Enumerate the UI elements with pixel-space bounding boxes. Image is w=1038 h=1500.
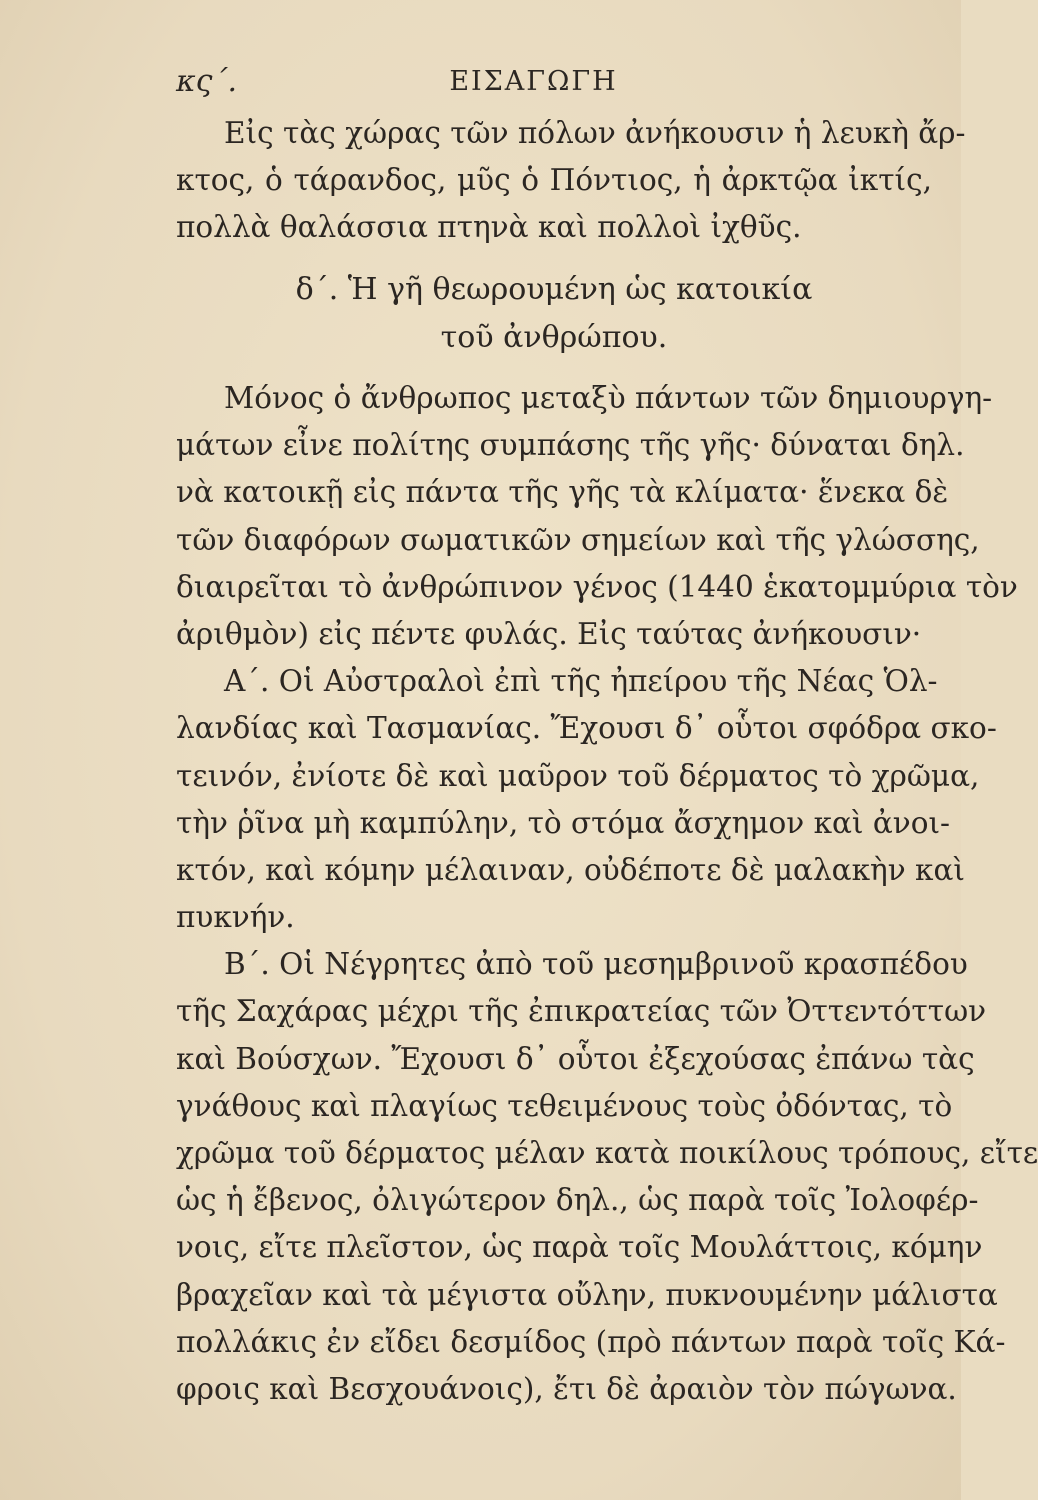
text-line: λανδίας καὶ Τασμανίας. Ἔχουσι δ᾽ οὗτοι σφόδρα σκο- [176,711,997,746]
paragraph-human-races [176,375,1018,658]
text-line: Α΄. Οἱ Αὐστραλοὶ ἐπὶ τῆς ἠπείρου τῆς Νέας Ὁλ- [224,664,938,699]
text-line: πυκνήν. [176,900,295,935]
text-line: ὡς ἡ ἔβενος, ὀλιγώτερον δηλ., ὡς παρὰ τοῖς Ἰολοφέρ- [176,1183,979,1218]
text-line: τὴν ῥῖνα μὴ καμπύλην, τὸ στόμα ἄσχημον καὶ ἀνοι- [176,805,951,840]
paragraph-polar-fauna [176,110,966,252]
text-line: κτόν, καὶ κόμην μέλαιναν, οὐδέποτε δὲ μαλακὴν καὶ [176,852,965,887]
text-line: Β΄. Οἱ Νέγρητες ἀπὸ τοῦ μεσημβρινοῦ κρασπέδου [224,947,968,982]
text-line: πολλάκις ἐν εἴδει δεσμίδος (πρὸ πάντων παρὰ τοῖς Κά- [176,1324,1006,1359]
running-head: ΕΙΣΑΓΩΓΗ [449,66,618,97]
paragraph-australians [176,658,997,941]
text-line: γνάθους καὶ πλαγίως τεθειμένους τοὺς ὀδόντας, τὸ [176,1088,953,1123]
text-line: διαιρεῖται τὸ ἀνθρώπινον γένος (1440 ἑκατομμύρια τὸν [176,569,1018,604]
page-number: κς΄. [176,64,238,99]
text-line: Μόνος ὁ ἄνθρωπος μεταξὺ πάντων τῶν δημιουργη- [224,381,993,415]
section-heading-continued: τοῦ ἀνθρώπου. [440,320,668,355]
text-line: κτος, ὁ τάρανδος, μῦς ὁ Πόντιος, ἡ ἀρκτῷα ἰκτίς, [176,163,932,198]
text-line: καὶ Βούσχων. Ἔχουσι δ᾽ οὗτοι ἐξεχούσας ἐπάνω τὰς [176,1041,975,1076]
text-line: μάτων εἶνε πολίτης συμπάσης τῆς γῆς· δύναται δηλ. [176,428,965,463]
text-line: τεινόν, ἐνίοτε δὲ καὶ μαῦρον τοῦ δέρματος τὸ χρῶμα, [176,758,980,793]
text-line: πολλὰ θαλάσσια πτηνὰ καὶ πολλοὶ ἰχθῦς. [176,210,802,245]
section-heading: δ΄. Ἡ γῆ θεωρουμένη ὡς κατοικία [295,272,813,307]
text-line: χρῶμα τοῦ δέρματος μέλαν κατὰ ποικίλους τρόπους, εἴτε [176,1136,1038,1170]
text-line: νοις, εἴτε πλεῖστον, ὡς παρὰ τοῖς Μουλάττοις, κόμην [176,1230,983,1265]
section-body [176,375,1038,1413]
text-line: βραχεῖαν καὶ τὰ μέγιστα οὔλην, πυκνουμένην μάλιστα [176,1277,998,1312]
text-line: νὰ κατοικῇ εἰς πάντα τῆς γῆς τὰ κλίματα· ἕνεκα δὲ [176,475,949,510]
text-line: τῶν διαφόρων σωματικῶν σημείων καὶ τῆς γλώσσης, [176,522,980,557]
text-line: φροις καὶ Βεσχουάνοις), ἔτι δὲ ἀραιὸν τὸν πώγωνα. [176,1371,957,1406]
text-line: Εἰς τὰς χώρας τῶν πόλων ἀνήκουσιν ἡ λευκὴ ἄρ- [224,116,966,150]
text-line: ἀριθμὸν) εἰς πέντε φυλάς. Εἰς ταύτας ἀνήκουσιν· [176,616,922,651]
page-header [176,64,891,104]
text-line: τῆς Σαχάρας μέχρι τῆς ἐπικρατείας τῶν Ὀττεντόττων [176,994,987,1029]
paragraph-negroes [176,941,1038,1413]
